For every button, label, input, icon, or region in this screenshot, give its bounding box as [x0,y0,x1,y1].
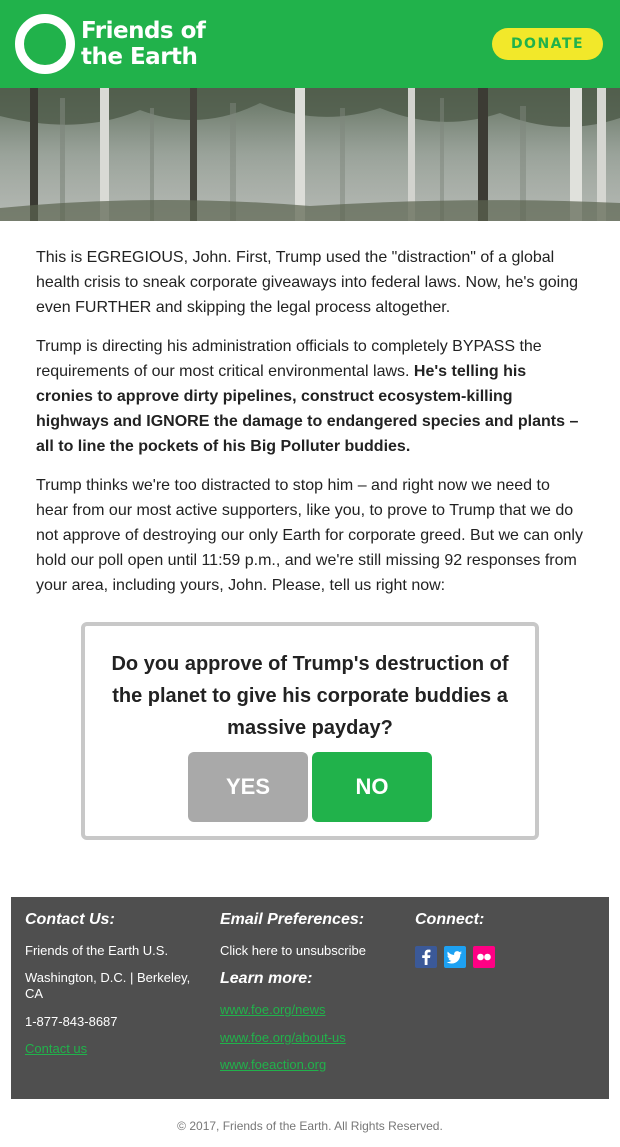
foeaction-link[interactable]: www.foeaction.org [220,1057,327,1072]
call-to-action-paragraph: Trump thinks we're too distracted to stop him – and right now we need to hear from our most active supporters, like you, to prove to Trump that we do not approve of destroying our only Earth for corporate greed. But we can only hold our poll open until 11:59 p.m., and we're still missing 92 responses from your area, including yours, John. Please, tell us right now: [36,477,583,594]
details-bold-text: He's telling his cronies to approve dirty pipelines, construct ecosystem-killing highways and IGNORE the damage to endangered species and plants – all to line the pockets of his Big Polluter buddies. [36,363,579,455]
contact-heading: Contact Us: [25,911,115,928]
footer [11,897,609,1099]
logo-line-1: Friends of [81,18,206,44]
foe-logo[interactable] [15,14,215,74]
logo-wordmark [81,18,205,70]
poll-box [81,622,539,840]
donate-button[interactable]: DONATE [492,28,603,60]
details-text: Trump is directing his administration officials to completely BYPASS the requirements of our most critical environmental laws. [36,338,542,380]
flickr-icon[interactable] [473,946,495,968]
logo-line-2: the Earth [81,44,198,70]
twitter-icon[interactable] [444,946,466,968]
news-link[interactable]: www.foe.org/news [220,1002,326,1017]
copyright-text: © 2017, Friends of the Earth. All Rights Reserved. [177,1119,443,1133]
learn-more-heading: Learn more: [220,970,313,987]
unsubscribe-link[interactable]: Click here to unsubscribe [220,943,366,958]
header-bar [0,0,620,88]
yes-button[interactable]: YES [188,752,308,822]
details-paragraph [36,334,586,459]
intro-paragraph: This is EGREGIOUS, John. First, Trump used the "distraction" of a global health crisis to sneak corporate giveaways into federal laws. Now, he's going even FURTHER and skipping the legal process altogether. [36,249,579,316]
hero-forest-image [0,88,620,221]
about-us-link[interactable]: www.foe.org/about-us [220,1030,346,1045]
no-button[interactable]: NO [312,752,432,822]
org-locations: Washington, D.C. | Berkeley, CA [25,970,191,1001]
email-preferences-heading: Email Preferences: [220,911,365,928]
logo-ring-icon [15,14,75,74]
org-name: Friends of the Earth U.S. [25,943,169,958]
org-phone: 1-877-843-8687 [25,1014,118,1029]
contact-us-link[interactable]: Contact us [25,1041,88,1056]
facebook-icon[interactable] [415,946,437,968]
poll-question: Do you approve of Trump's destruction of the planet to give his corporate buddies a massive payday? [111,653,509,739]
connect-heading: Connect: [415,911,485,928]
forest-illustration [0,88,620,221]
